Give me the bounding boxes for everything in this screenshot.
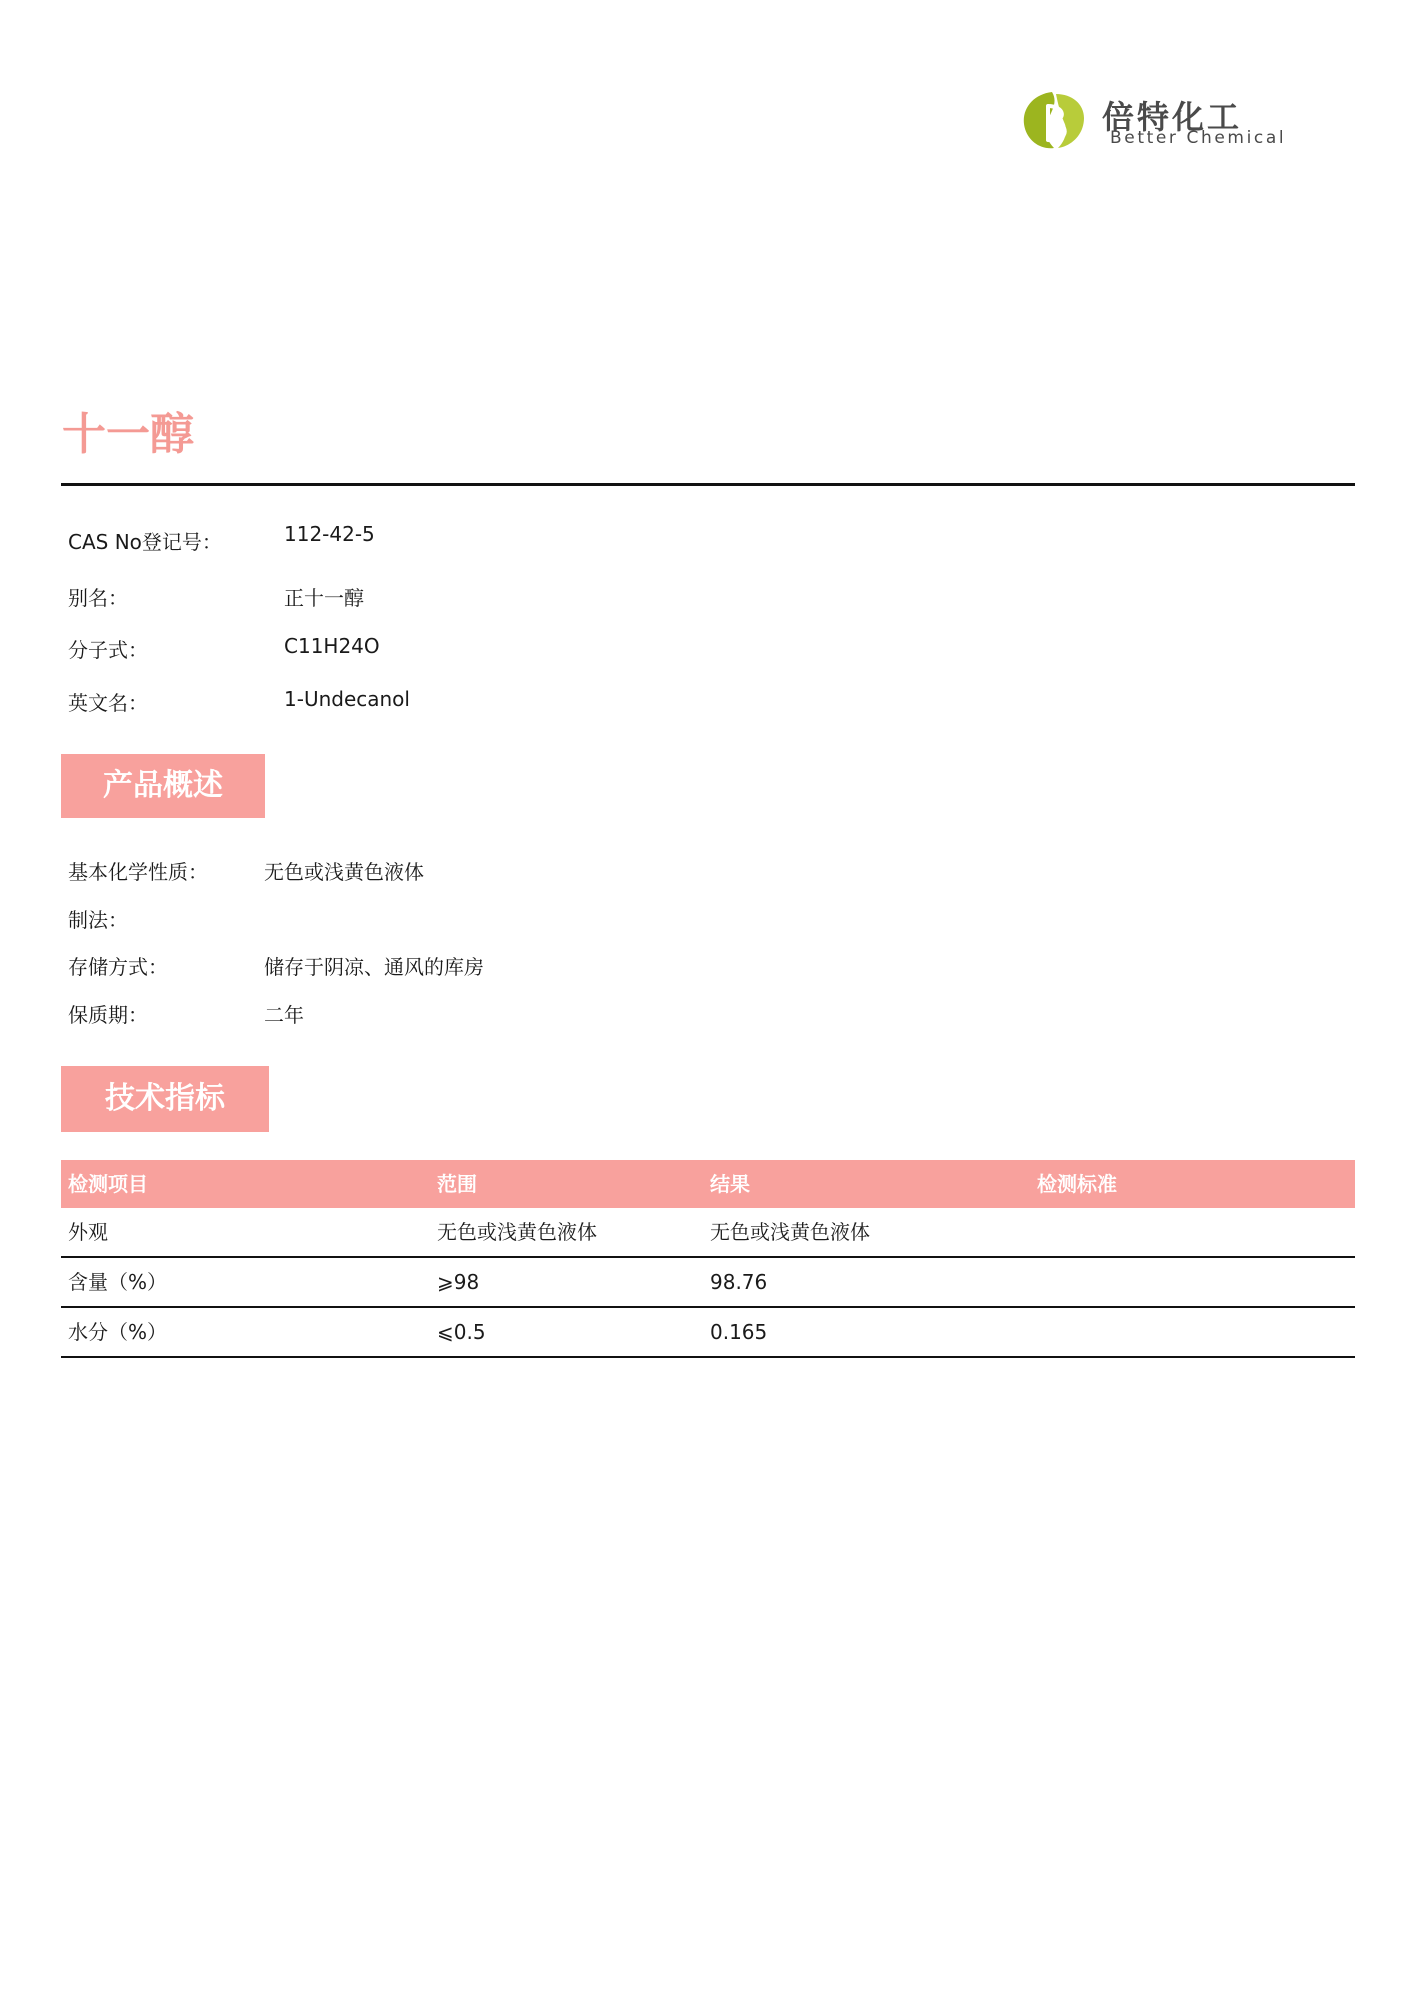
title-divider (61, 483, 1355, 486)
info-value: 112-42-5 (284, 522, 375, 546)
table-row (61, 1208, 1355, 1258)
info-label: 别名： (68, 586, 128, 610)
table-cell: ⩽0.5 (437, 1320, 486, 1344)
column-header: 范围 (437, 1172, 477, 1196)
prop-label: 基本化学性质： (68, 860, 208, 884)
info-label: CAS No登记号： (68, 530, 222, 554)
prop-label: 制法： (68, 908, 128, 932)
logo-name-en: Better Chemical (1110, 128, 1287, 148)
table-row (61, 1258, 1355, 1308)
prop-value: 二年 (264, 1003, 304, 1027)
product-title: 十一醇 (62, 409, 194, 460)
table-cell: 外观 (68, 1220, 108, 1244)
prop-value: 无色或浅黄色液体 (264, 860, 424, 884)
table-cell: 0.165 (710, 1320, 768, 1344)
info-value: 正十一醇 (284, 586, 364, 610)
info-value: 1-Undecanol (284, 687, 410, 711)
table-cell: ⩾98 (437, 1270, 480, 1294)
info-label: 英文名： (68, 691, 148, 715)
prop-label: 存储方式： (68, 955, 168, 979)
table-cell: 98.76 (710, 1270, 768, 1294)
column-header: 检测项目 (68, 1172, 148, 1196)
prop-value: 储存于阴凉、通风的库房 (264, 955, 484, 979)
section-heading-overview: 产品概述 (61, 754, 265, 818)
logo-name-cn: 倍特化工 (1102, 98, 1243, 136)
table-cell: 无色或浅黄色液体 (437, 1220, 597, 1244)
table-header (61, 1160, 1355, 1208)
column-header: 结果 (710, 1172, 750, 1196)
info-label: 分子式： (68, 638, 148, 662)
section-heading-specs: 技术指标 (61, 1066, 269, 1132)
better-chemical-logo-icon (1018, 84, 1090, 156)
spec-table (61, 1160, 1355, 1358)
table-row (61, 1308, 1355, 1358)
column-header: 检测标准 (1037, 1172, 1117, 1196)
prop-label: 保质期： (68, 1003, 148, 1027)
table-cell: 含量（%） (68, 1270, 168, 1294)
company-logo (1018, 84, 1308, 156)
table-cell: 无色或浅黄色液体 (710, 1220, 870, 1244)
info-value: C11H24O (284, 634, 380, 658)
table-cell: 水分（%） (68, 1320, 168, 1344)
